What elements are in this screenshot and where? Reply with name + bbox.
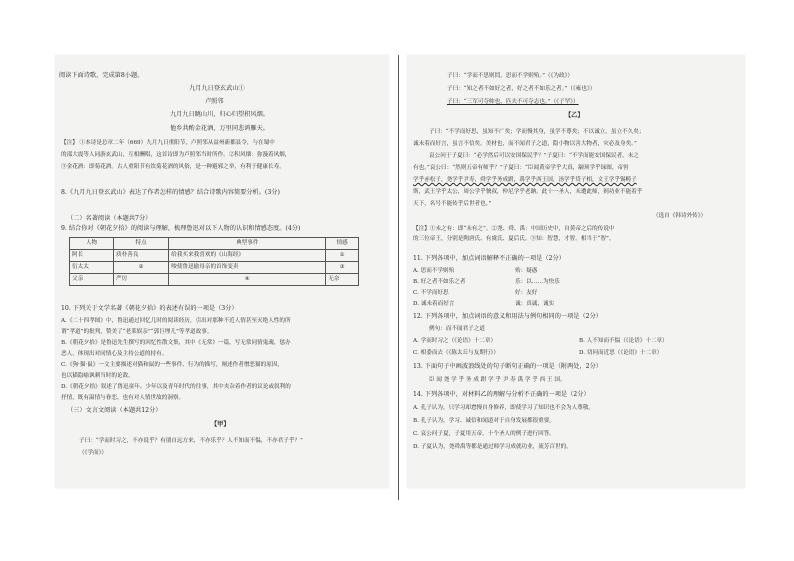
q14-option[interactable]: D. 子夏认为，尧舜禹等都是通过师学习成就功业，流芳百世的。 <box>413 444 572 450</box>
table-cell-blank[interactable]: ① <box>326 250 359 262</box>
q11-option-text: C. 不学而好思 <box>413 290 449 296</box>
table-cell: 严厉 <box>114 274 169 286</box>
left-page <box>55 55 389 488</box>
yi-line: 哀公问于子夏曰：“必学然后可以安国保民乎？”子夏曰：“不学而能安国保民者，未之 <box>429 153 639 159</box>
section-3-heading: （三）文言文阅读（本题共12分） <box>67 407 162 414</box>
q11-option[interactable] <box>413 267 454 275</box>
q10-option-line: D.《朝花夕拾》叙述了鲁迅童年、少年以及青年时代的往事，其中夹杂着作者的议论或叙利的 <box>61 384 291 390</box>
q11-option[interactable] <box>413 278 465 286</box>
q12-option[interactable]: B. 人不知而不愠（《论语》十二章） <box>579 338 668 344</box>
table-cell-blank[interactable]: ③ <box>326 262 359 274</box>
q14-option[interactable]: B. 孔子认为，学习、诚信和闻道对于自身发展都很重要。 <box>413 418 555 424</box>
q11-option[interactable] <box>413 289 449 297</box>
table-cell: 无奈 <box>326 274 359 286</box>
yi-line: 斯，武王学乎太公，周公学乎虢叔，仲尼学乎老聃。此十一圣人，未遭此师，则功业不能着乎 <box>413 189 643 195</box>
q12-option[interactable]: A. 学而时习之（《论语》十二章） <box>413 338 497 344</box>
q10-option-line: 也以猫隐喻讽刺当时的论敌。 <box>61 373 134 379</box>
yi-line: 子曰：“不学而好思，虽知不广矣；学而慢其身，虽学不尊矣；不以诚立，虽立不久矣； <box>429 129 645 135</box>
table-cell-blank[interactable]: ④ <box>169 274 326 286</box>
yi-source: （选自《韩诗外传》） <box>653 213 707 219</box>
table-row <box>70 262 359 274</box>
table-cell: 质朴善良 <box>114 250 169 262</box>
q11-option-meaning: 诚：真诚，诚实 <box>515 301 555 307</box>
passage-jia-label: 【甲】 <box>211 421 230 428</box>
poem-line-1: 九月九日眺山川，归心归望积风烟。 <box>170 111 269 118</box>
passage-yi-label: 【乙】 <box>565 112 584 119</box>
poem-title: 九月九日登玄武山① <box>189 85 245 92</box>
table-cell-blank[interactable]: ② <box>114 262 169 274</box>
q10-option-line: 谓“孝道”的批判，赞美了“老莱娱亲”“郭巨埋儿”等孝道故事。 <box>61 329 213 335</box>
section-2-heading: （二）名著阅读（本题共7分） <box>67 215 152 222</box>
q11-option-text: D. 诚未着而好言 <box>413 301 455 307</box>
table-header-cell: 典型事件 <box>169 238 326 250</box>
poem-line-2: 他乡共酌金花酒，万里同悲鸿雁天。 <box>170 125 269 132</box>
question-10: 10. 下列关于文学名著《朝花夕拾》的表述有误的一项是（3分） <box>61 305 238 312</box>
poem-intro: 阅读下面诗歌，完成第8小题。 <box>59 72 144 79</box>
table-row <box>70 250 359 262</box>
q10-option-line: B.《朝花夕拾》是鲁迅先生撰写的回忆性散文集，其中《无常》一篇，写无常同情鬼魂，惩办 <box>61 340 291 346</box>
poem-author: 卢照邻 <box>205 98 224 105</box>
passage-jia-text: 子曰：“学而时习之，不亦说乎？有朋自远方来，不亦乐乎？人不知而不愠，不亦君子乎？” <box>79 438 303 444</box>
q11-option[interactable] <box>413 300 454 308</box>
question-11: 11. 下列各项中，加点词语解释不正确的一项是（2分） <box>413 255 565 262</box>
yi-line: 天下，名号不能传乎后世者也。” <box>413 201 492 207</box>
q10-option-line: 抒情，既有温情与眷恋，也有对人情世故的洞察。 <box>61 395 185 401</box>
question-12: 12. 下列各项中，加点词语的意义和用法与例句相同的一项是（2分） <box>413 313 602 320</box>
table-header-cell: 情感 <box>326 238 359 250</box>
analects-line: 子曰：“学而不思则罔，思而不学则殆。”（《为政》） <box>447 73 573 79</box>
q12-option[interactable]: C. 相委而去（《陈太丘与友期行》） <box>413 350 499 356</box>
q10-option-line: A.《二十四孝图》中，鲁迅通过回忆儿时的阅读经历，引出对那种不近人情甚至灭绝人性的所 <box>61 318 291 324</box>
analects-line: 子曰：“知之者不如好之者，好之者不如乐之者。”（《雍也》） <box>447 86 596 92</box>
poem-note-3: ③金花酒：即菊花酒。古人重阳节有饮菊花酒的风俗，是一种避邪之举，有利于健康长寿。 <box>61 164 285 170</box>
poem-note-2: 的邵大震等人同游玄武山，互相酬唱，这首诗即为卢照邻当时所作。②积风烟：弥漫着风烟， <box>61 152 291 158</box>
question-8: 8.《九月九日登玄武山》表达了作者怎样的情感？结合诗歌内容简要分析。(3分) <box>61 189 280 196</box>
yi-note: 的三位帝王，分别是陶唐氏、有虞氏、夏后氏。③知：智慧，才智。相当于“智”。 <box>413 236 615 242</box>
q12-example: 例句：而不闻君子之道 <box>429 326 485 332</box>
q10-option-line: 恶人，体现出对同情心及主持公道的持有。 <box>61 351 168 357</box>
table-row <box>70 274 359 286</box>
table-cell: 衍太太 <box>70 262 114 274</box>
page-divider <box>398 55 399 500</box>
q10-option-line: C.《狗·猫·鼠》一文主要描述对猫和鼠的一些事件、行为的描写，阐述作者憎恶猫的原因， <box>61 362 283 368</box>
q11-option-meaning: 乐：以……为快乐 <box>515 279 560 285</box>
q11-option-text: A. 思而不学则殆 <box>413 268 455 274</box>
yi-note: 【注】①未之有：即“未有之”。②尧、舜、禹：中国历史中，自黄帝之后的传说中 <box>413 226 615 232</box>
table-cell: 给我买来我喜欢的《山海经》 <box>169 250 326 262</box>
table-cell: 唆使鲁迅偷母亲的首饰变卖 <box>169 262 326 274</box>
yi-line: 有也。”哀公曰：“然则五帝有师乎？”子夏曰：“臣闻黄帝学乎大真，颛顼学乎绿图，帝喾 <box>413 165 629 171</box>
q14-option[interactable]: C. 哀公问子夏，子夏用五帝，十个圣人的例子进行回答。 <box>413 431 555 437</box>
character-table <box>69 237 359 286</box>
q12-option[interactable]: D. 切问而近思（《论语》十二章） <box>579 350 663 356</box>
passage-jia-source: （《学而》） <box>79 450 107 456</box>
question-9: 9. 结合你对《朝花夕拾》的阅读与理解，梳理鲁迅对以下人物的认识和情感态度。(4分) <box>61 225 301 232</box>
q14-option[interactable]: A. 孔子认为，只学习却怠慢自身修养，即使学习了知识也不会为人尊敬。 <box>413 405 595 411</box>
table-header-row <box>70 238 359 250</box>
table-header-cell: 特点 <box>114 238 169 250</box>
poem-note-1: 【注】 ①本诗是总章二年（669）九月九日重阳节，卢照邻从益州新都县令，与在蜀中 <box>61 140 275 146</box>
q11-option-meaning: 殆：疑惑 <box>515 268 538 274</box>
yi-line: 诚未着而好言，虽言不信矣。美材也，而不闻君子之道，隐小物以害大物者，灾必及身矣。” <box>413 141 637 147</box>
right-page <box>407 55 745 488</box>
question-13: 13. 下面句子中画波浪线处的句子断句正确的一项是（附两处，2分） <box>413 363 602 370</box>
yi-line: 学乎赤松子，尧学乎尹寿，舜学乎务成跗，禹学乎西王国，汤学乎贷子相，文王学乎锡畴子 <box>413 177 637 183</box>
q11-option-meaning: 好：友好 <box>515 290 538 296</box>
q13-sentence: 臣 闻 尧 学 乎 务 成 跗 学 乎 尹 寿 禹 学 乎 西 王 国。 <box>429 377 566 383</box>
table-cell: 父亲 <box>70 274 114 286</box>
table-cell: 阿长 <box>70 250 114 262</box>
analects-line: 子曰：“三军可夺帅也，匹夫不可夺志也。”（《子罕》） <box>447 99 579 105</box>
table-header-cell: 人物 <box>70 238 114 250</box>
q11-option-text: B. 好之者不如乐之者 <box>413 279 466 285</box>
question-14: 14. 下列各项中，对材料乙的理解与分析不正确的一项是（2分） <box>413 391 590 398</box>
